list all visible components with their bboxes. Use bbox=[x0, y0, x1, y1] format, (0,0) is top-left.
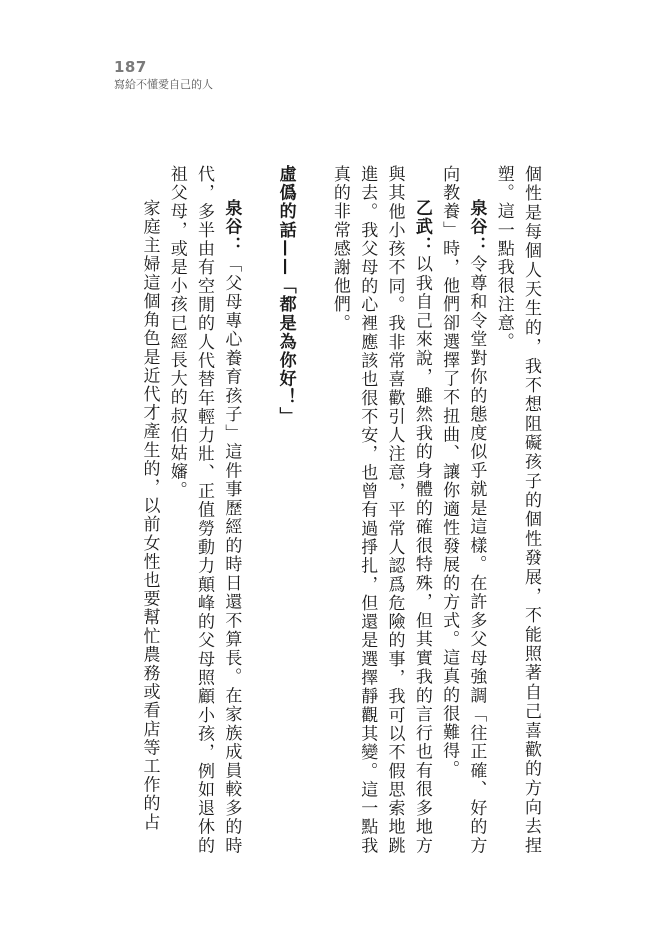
running-title: 寫給不懂愛自己的人 bbox=[114, 78, 213, 91]
paragraph-5-text: 家庭主婦這個角色是近代才產生的，以前女性也要幫忙農務或看店等工作的占 bbox=[139, 199, 160, 832]
speaker-label: 乙武： bbox=[411, 199, 432, 256]
section-heading: 虛僞的話——「都是為你好！」 bbox=[275, 165, 296, 426]
page-number: 187 bbox=[114, 58, 147, 76]
paragraph-4 bbox=[162, 165, 244, 855]
paragraph-3-text: 以我自己來說，雖然我的身體的確很特殊，但其實我的言行也有很多地方與其他小孩不同。我非常喜歡引人注意，平常人認爲危險的事，我可以不假思索地跳進去。我父母的心裡應該也很不安，也曾有過掙扎，但還是選擇靜觀其變。這一點我真的非常感謝他們。 bbox=[329, 165, 432, 855]
paragraph-2 bbox=[435, 165, 490, 855]
paragraph-2-text: 令尊和令堂對你的態度似乎就是這樣。在許多父母強調「往正確、好的方向教養」時，他們卻選擇了不扭曲、讓你適性發展的方式。這真的很難得。 bbox=[439, 165, 487, 855]
paragraph-1 bbox=[489, 165, 544, 855]
paragraph-4-text: 「父母專心養育孩子」這件事歷經的時日還不算長。在家族成員較多的時代，多半由有空閒的人代替年輕力壯、正值勞動力顛峰的父母照顧小孩，例如退休的祖父母，或是小孩已經長大的叔伯姑嬸。 bbox=[166, 165, 242, 855]
vertical-text-body bbox=[132, 165, 544, 855]
paragraph-5 bbox=[135, 165, 162, 855]
paragraph-1-text: 個性是每個人天生的，我不想阻礙孩子的個性發展，不能照著自己喜歡的方向去捏塑。這一點我很注意。 bbox=[493, 165, 541, 855]
paragraph-3 bbox=[326, 165, 435, 855]
speaker-label: 泉谷： bbox=[221, 199, 242, 256]
speaker-label: 泉谷： bbox=[466, 199, 487, 256]
